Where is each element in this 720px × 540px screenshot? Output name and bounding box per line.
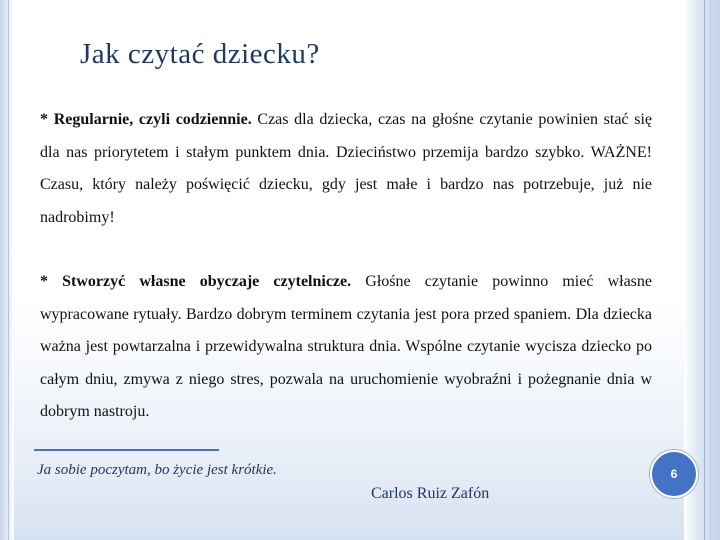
slide-frame-left [0, 0, 14, 540]
footnote-quote: Ja sobie poczytam, bo życie jest krótkie. [37, 462, 277, 478]
paragraph-habits [40, 266, 652, 429]
footnote-author: Carlos Ruiz Zafón [371, 485, 490, 502]
paragraph-regularly [40, 104, 652, 234]
paragraph-habits-body: Głośne czytanie powinno mieć własne wypracowane rytuały. Bardzo dobrym terminem czytania jest pora przed spaniem. Dla dziecka ważna jest powtarzalna i przewidywalna struktura dnia. Wspólne czytanie wycisza dziecko po całym dniu, zmywa z niego stres, pozwala na uruchomienie wyobraźni i pożegnanie dnia w dobrym nastroju. [40, 273, 652, 421]
paragraph-regularly-body: Czas dla dziecka, czas na głośne czytanie powinien stać się dla nas priorytetem i stałym punktem dnia. Dzieciństwo przemija bardzo szybko. WAŻNE! Czasu, który należy poświęcić dziecku, gdy jest małe i bardzo nas potrzebuje, już nie nadrobimy! [40, 111, 652, 226]
page-number-badge: 6 [650, 450, 698, 498]
footnote-divider [34, 449, 219, 451]
paragraph-regularly-lead: * Regularnie, czyli codziennie. [40, 111, 252, 128]
paragraph-habits-lead: * Stworzyć własne obyczaje czytelnicze. [40, 273, 352, 290]
slide-title: Jak czytać dziecku? [80, 38, 320, 70]
